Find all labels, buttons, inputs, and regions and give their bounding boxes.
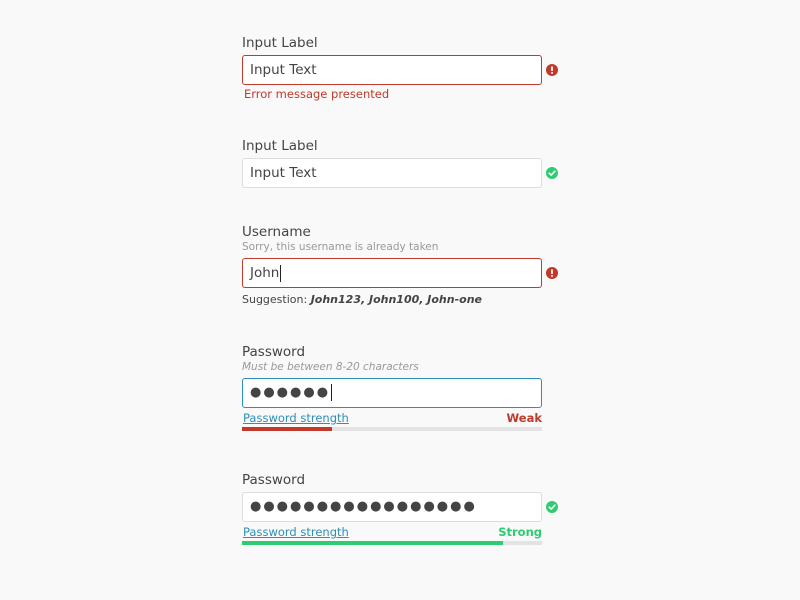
password-strength-bar: [242, 541, 542, 545]
input-value: Input Text: [250, 165, 317, 181]
password-strength-bar: [242, 427, 542, 431]
username-hint: Sorry, this username is already taken: [242, 241, 439, 253]
password-value: ●●●●●●●●●●●●●●●●●: [250, 499, 477, 514]
suggestion-prefix: Suggestion:: [242, 293, 308, 306]
password-strength-fill: [242, 427, 332, 431]
input-label: Input Label: [242, 138, 318, 154]
text-input-error[interactable]: [242, 55, 542, 85]
username-input[interactable]: [242, 258, 542, 288]
field-group-password-strong: [242, 472, 562, 545]
field-group-input-error: [242, 35, 562, 101]
password-hint: Must be between 8-20 characters: [242, 361, 419, 373]
input-value: Input Text: [250, 62, 317, 78]
password-strength-row: [242, 411, 542, 425]
username-value: John: [250, 265, 280, 281]
password-label: Password: [242, 344, 306, 360]
password-strength-label: Strong: [498, 525, 542, 539]
password-strength-link[interactable]: Password strength: [243, 525, 349, 539]
password-strength-link[interactable]: Password strength: [243, 411, 349, 425]
error-message: Error message presented: [244, 87, 390, 101]
password-input-weak[interactable]: [242, 378, 542, 408]
password-strength-fill: [242, 541, 503, 545]
text-caret: [280, 265, 281, 282]
password-strength-row: [242, 525, 542, 539]
input-label: Input Label: [242, 35, 318, 51]
password-strength-label: Weak: [506, 411, 542, 425]
exclamation-circle-icon: [546, 64, 558, 76]
check-circle-icon: [546, 167, 558, 179]
field-group-input-success: [242, 138, 562, 188]
text-caret: [331, 384, 332, 401]
field-group-username: [242, 224, 562, 306]
field-group-password-weak: [242, 344, 562, 431]
password-value: ●●●●●●: [250, 385, 331, 400]
username-label: Username: [242, 224, 311, 240]
text-input-success[interactable]: [242, 158, 542, 188]
username-suggestions: [242, 293, 562, 306]
password-label: Password: [242, 472, 306, 488]
suggestion-list[interactable]: John123, John100, John-one: [310, 293, 482, 306]
password-input-strong[interactable]: [242, 492, 542, 522]
check-circle-icon: [546, 501, 558, 513]
exclamation-circle-icon: [546, 267, 558, 279]
